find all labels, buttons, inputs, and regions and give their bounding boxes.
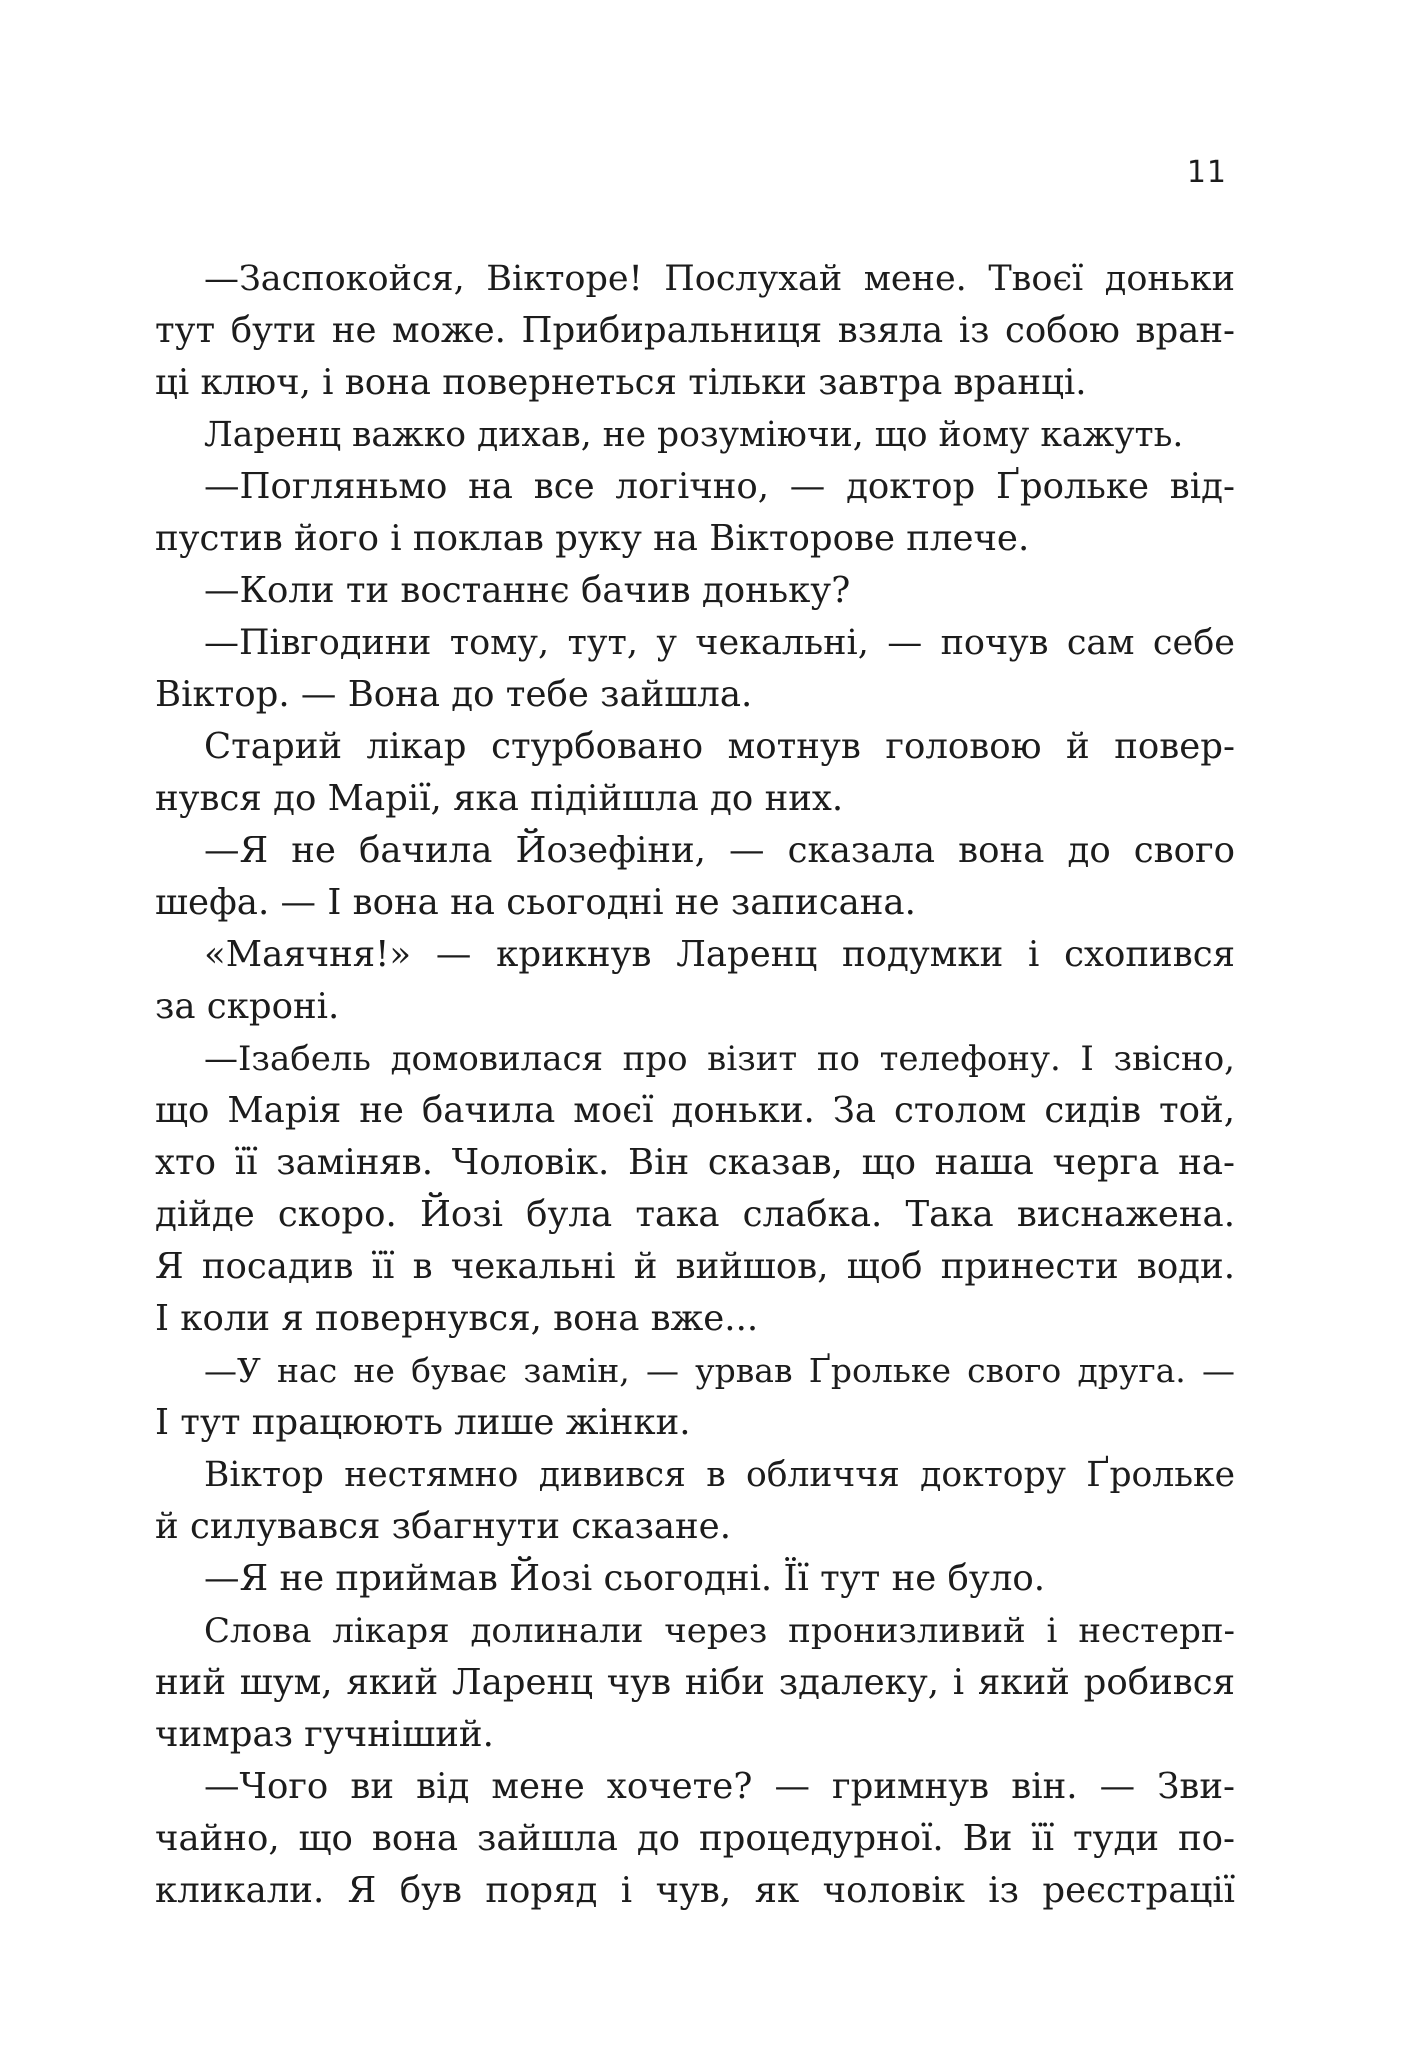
text-line: тут бути не може. Прибиральниця взяла із собою вран- xyxy=(155,310,1235,351)
text-line: —У нас не буває замін, — урвав Ґрольке свого друга. — xyxy=(204,1351,1235,1390)
text-line: Віктор нестямно дивився в обличчя доктору Ґрольке xyxy=(204,1455,1235,1495)
text-line: чимраз гучніший. xyxy=(155,1714,494,1755)
text-line: дійде скоро. Йозі була така слабка. Така виснажена. xyxy=(155,1194,1235,1235)
text-line: Я посадив її в чекальні й вийшов, щоб принести води. xyxy=(155,1246,1235,1287)
text-line: шефа. — І вона на сьогодні не записана. xyxy=(155,882,916,923)
text-line: —Півгодини тому, тут, у чекальні, — почув сам себе xyxy=(204,623,1235,663)
text-line: пустив його і поклав руку на Вікторове плече. xyxy=(155,518,1030,559)
text-line: й силувався збагнути сказане. xyxy=(155,1506,731,1547)
text-line: Старий лікар стурбовано мотнув головою й повер- xyxy=(204,726,1235,767)
text-line: чайно, що вона зайшла до процедурної. Ви її туди по- xyxy=(155,1818,1235,1859)
text-line: Віктор. — Вона до тебе зайшла. xyxy=(155,674,753,715)
text-line: —Ізабель домовилася про візит по телефону. І звісно, xyxy=(204,1039,1235,1079)
text-line: І коли я повернувся, вона вже... xyxy=(155,1298,759,1339)
text-line: —Погляньмо на все логічно, — доктор Ґрольке від- xyxy=(204,466,1235,507)
text-line: —Чого ви від мене хочете? — гримнув він. — Зви- xyxy=(204,1766,1235,1807)
text-line: нувся до Марії, яка підійшла до них. xyxy=(155,778,844,819)
text-line: хто її заміняв. Чоловік. Він сказав, що наша черга на- xyxy=(155,1142,1235,1183)
text-line: —Я не приймав Йозі сьогодні. Її тут не було. xyxy=(204,1558,1046,1599)
text-line: —Заспокойся, Вікторе! Послухай мене. Твоєї доньки xyxy=(204,259,1235,299)
text-line: ці ключ, і вона повернеться тільки завтра вранці. xyxy=(155,362,1087,403)
text-line: «Маячня!» — крикнув Ларенц подумки і схопився xyxy=(204,934,1235,975)
text-line: за скроні. xyxy=(155,986,340,1027)
text-line: кликали. Я був поряд і чув, як чоловік із реєстрації xyxy=(155,1870,1235,1911)
text-line: що Марія не бачила моєї доньки. За столом сидів той, xyxy=(155,1090,1235,1131)
text-body xyxy=(155,253,1235,1917)
text-line: Слова лікаря долинали через пронизливий і нестерп- xyxy=(204,1611,1235,1651)
text-line: І тут працюють лише жінки. xyxy=(155,1402,691,1443)
text-line: —Коли ти востаннє бачив доньку? xyxy=(204,570,851,611)
page-number: 11 xyxy=(1186,155,1227,190)
text-line: Ларенц важко дихав, не розуміючи, що йому кажуть. xyxy=(204,415,1184,455)
text-line: —Я не бачила Йозефіни, — сказала вона до свого xyxy=(204,830,1235,871)
text-line: ний шум, який Ларенц чув ніби здалеку, і який робився xyxy=(155,1662,1235,1703)
